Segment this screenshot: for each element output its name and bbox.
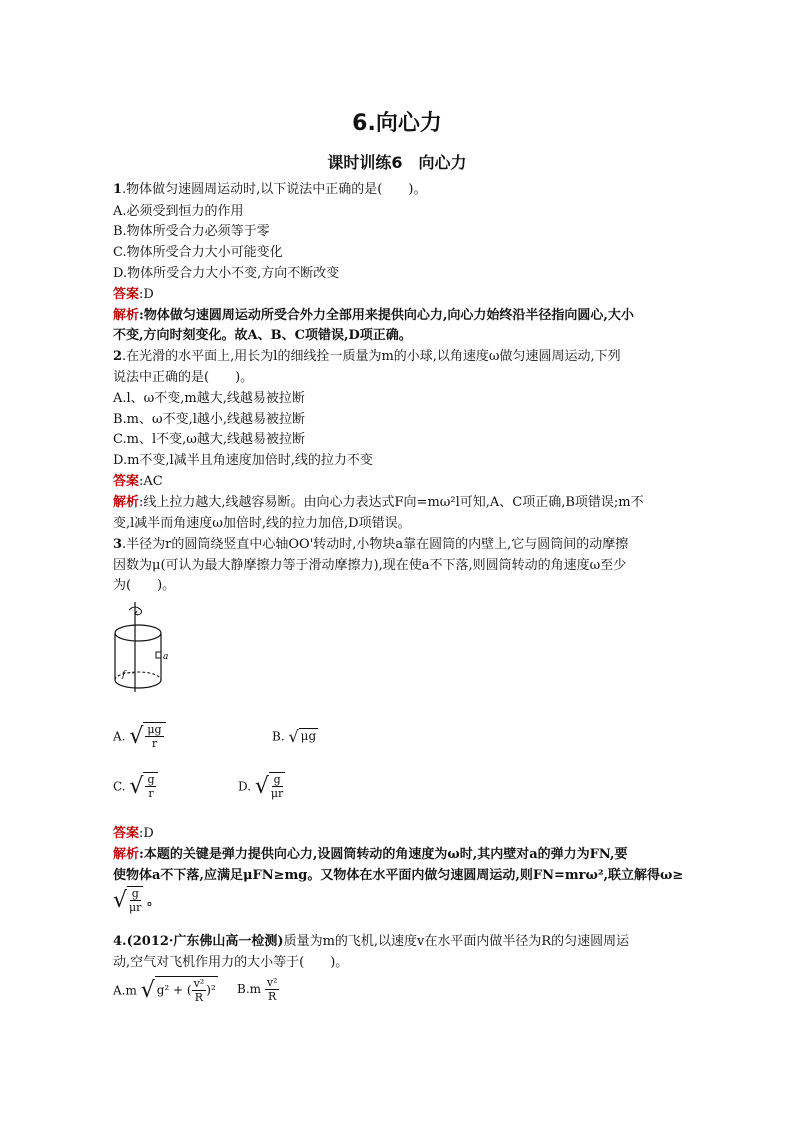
q3-explanation-line2: 使物体a不下落,应满足μFN≥mg。又物体在水平面内做匀速圆周运动,则FN=mrω²,联立解得ω≥ (113, 868, 684, 883)
q2-option-c: C.m、l不变,ω越大,线越易被拉断 (113, 432, 305, 447)
page-subtitle: 课时训练6 向心力 (327, 153, 467, 172)
q4-option-b: B.m $\frac{\text{v²}}{R}$ (237, 976, 278, 1003)
q4-option-a: A.m √ g² + ( $\frac{\text{v²}}{R}$ )² (113, 977, 216, 1004)
q2-stem-line1: 2.在光滑的水平面上,用长为l的细线拴一质量为m的小球,以角速度ω做匀速圆周运动,下列 (113, 349, 621, 364)
q1-answer: 答案:D (113, 287, 154, 302)
q2-option-b: B.m、ω不变,l越小,线越易被拉断 (113, 412, 306, 427)
q3-option-d: D. √ $\frac{g}{\mu r}$ (238, 773, 284, 800)
q4-stem-line1: 4.(2012·广东佛山高一检测)质量为m的飞机,以速度v在水平面内做半径为R的匀速圆周运 (113, 934, 630, 949)
q3-stem-line3: 为( )。 (113, 578, 176, 593)
rotating-cylinder-figure (105, 600, 175, 700)
q3-option-c: C. √ $\frac{g}{r}$ (113, 772, 158, 802)
q2-explanation-line2: 变,l减半而角速度ω加倍时,线的拉力加倍,D项错误。 (113, 516, 411, 531)
block-a-label: a (163, 652, 169, 662)
q1-option-d: D.物体所受合力大小不变,方向不断改变 (113, 266, 340, 281)
q3-explanation-formula: √ $\frac{g}{\mu r}$ 。 (113, 887, 160, 914)
cylinder-top (115, 625, 161, 641)
q4-source: .(2012·广东佛山高一检测) (122, 934, 284, 949)
q3-option-a: A. √ $\frac{\mu g}{r}$ (113, 722, 166, 752)
q1-option-c: C.物体所受合力大小可能变化 (113, 245, 283, 260)
q1-explanation-line2: 不变,方向时刻变化。故A、B、C项错误,D项正确。 (113, 328, 412, 343)
q1-stem: 1.物体做匀速圆周运动时,以下说法中正确的是( )。 (113, 182, 427, 197)
q3-stem-line2: 因数为μ(可认为最大静摩擦力等于滑动摩擦力),现在使a不下落,则圆筒转动的角速度ω至少 (113, 558, 627, 573)
q3-option-b: B. √ μg (272, 727, 317, 746)
q3-explanation-line1: 解析:本题的关键是弹力提供向心力,设圆筒转动的角速度为ω时,其内壁对a的弹力为FN,要 (113, 847, 628, 862)
block-a (156, 652, 161, 658)
q1-option-b: B.物体所受合力必须等于零 (113, 224, 270, 239)
q2-option-a: A.l、ω不变,m越大,线越易被拉断 (113, 391, 305, 406)
q2-stem-line2: 说法中正确的是( )。 (113, 370, 254, 385)
q3-stem-line1: 3.半径为r的圆筒绕竖直中心轴OO'转动时,小物块a靠在圆筒的内壁上,它与圆筒间的动摩擦 (113, 537, 629, 552)
q4-stem-line2: 动,空气对飞机作用力的大小等于( )。 (113, 955, 349, 970)
q1-option-a: A.必须受到恒力的作用 (113, 204, 244, 219)
page-title: 6.向心力 (352, 111, 442, 136)
friction-label: f (122, 670, 126, 680)
q3-answer: 答案:D (113, 826, 154, 841)
q2-explanation-line1: 解析:线上拉力越大,线越容易断。由向心力表达式F向=mω²l可知,A、C项正确,B项错误;m不 (113, 495, 644, 510)
q2-answer: 答案:AC (113, 474, 163, 489)
q2-option-d: D.m不变,l减半且角速度加倍时,线的拉力不变 (113, 453, 373, 468)
q1-explanation-line1: 解析:物体做匀速圆周运动所受合外力全部用来提供向心力,向心力始终沿半径指向圆心,大小 (113, 308, 634, 323)
